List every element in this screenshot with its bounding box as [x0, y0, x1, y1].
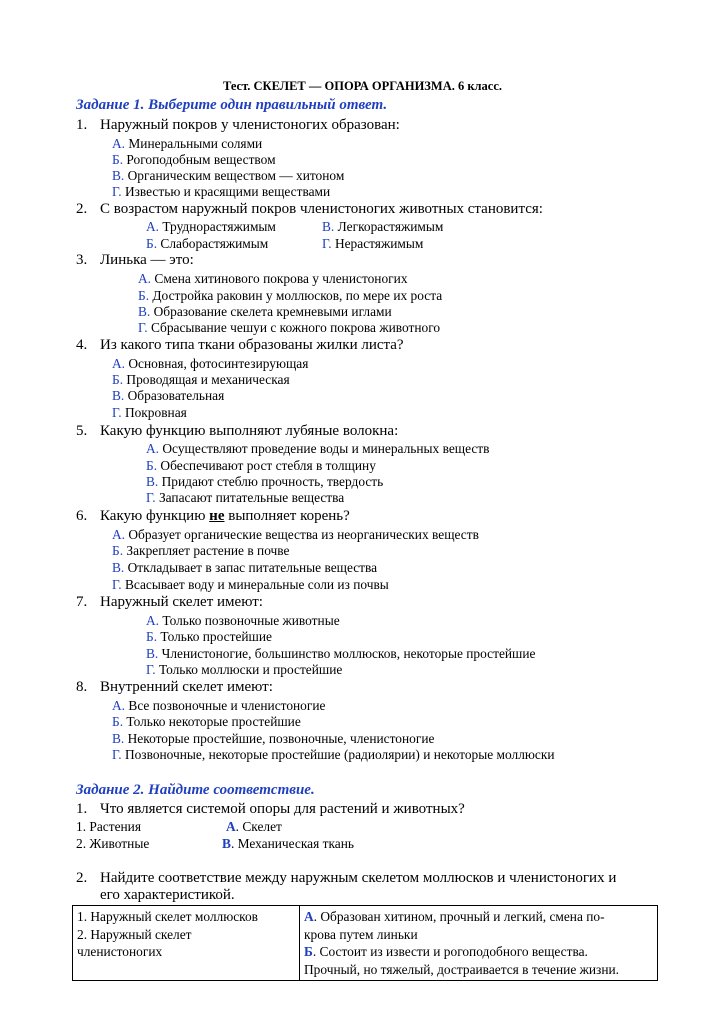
question-number: 2.: [76, 201, 88, 217]
question-number: 6.: [76, 508, 88, 524]
answer-6c: В. Откладывает в запас питательные вещества: [112, 560, 378, 575]
question-text: С возрастом наружный покров членистоногих животных становится:: [100, 201, 543, 217]
answer-2b: Б. Слаборастяжимым: [146, 236, 269, 251]
answer-5c: В. Придают стеблю прочность, твердость: [146, 474, 384, 489]
question-text: Что является системой опоры для растений и животных?: [100, 801, 465, 817]
answer-7b: Б. Только простейшие: [146, 629, 272, 644]
task2-question-2-cont: его характеристикой.: [100, 887, 235, 903]
question-text: Внутренний скелет имеют:: [100, 679, 273, 695]
question-number: 8.: [76, 679, 88, 695]
matching-table: [72, 905, 658, 981]
table-left-cell: 1. Наружный скелет моллюсков 2. Наружный скелет членистоногих: [73, 906, 300, 981]
answer-1d: Г. Известью и красящими веществами: [112, 184, 331, 199]
task2-heading: Задание 2. Найдите соответствие.: [76, 782, 315, 798]
task2-question-1: [76, 801, 465, 818]
task2-question-2: [76, 870, 616, 887]
question-8: [76, 679, 273, 696]
match-right-a: А. Скелет: [226, 819, 282, 834]
question-text: Наружный скелет имеют:: [100, 594, 263, 610]
answer-3b: Б. Достройка раковин у моллюсков, по мере их роста: [138, 288, 443, 303]
answer-1b: Б. Рогоподобным веществом: [112, 152, 276, 167]
answer-4a: А. Основная, фотосинтезирующая: [112, 356, 309, 371]
answer-8d: Г. Позвоночные, некоторые простейшие (радиолярии) и некоторые моллюски: [112, 747, 555, 762]
table-right-cell: А. Образован хитином, прочный и легкий, смена по- крова путем линьки Б. Состоит из извести и рогоподобного вещества. Прочный, но тяжелый, достраивается в течение жизни.: [300, 906, 658, 981]
answer-3c: В. Образование скелета кремневыми иглами: [138, 304, 392, 319]
task1-heading: Задание 1. Выберите один правильный ответ.: [76, 97, 388, 113]
answer-8a: А. Все позвоночные и членистоногие: [112, 698, 326, 713]
question-4: [76, 337, 404, 354]
question-text: Какую функцию выполняют лубяные волокна:: [100, 423, 399, 439]
answer-3d: Г. Сбрасывание чешуи с кожного покрова животного: [138, 320, 441, 335]
question-5: [76, 423, 398, 440]
answer-5a: А. Осуществляют проведение воды и минеральных веществ: [146, 441, 490, 456]
answer-2g: Г. Нерастяжимым: [322, 236, 424, 251]
question-number: 7.: [76, 594, 88, 610]
answer-4d: Г. Покровная: [112, 405, 187, 420]
answer-7c: В. Членистоногие, большинство моллюсков, некоторые простейшие: [146, 646, 536, 661]
answer-4b: Б. Проводящая и механическая: [112, 372, 290, 387]
question-number: 3.: [76, 252, 88, 268]
question-number: 1.: [76, 801, 88, 817]
match-left-1: 1. Растения: [76, 819, 142, 834]
answer-7d: Г. Только моллюски и простейшие: [146, 662, 343, 677]
answer-5b: Б. Обеспечивают рост стебля в толщину: [146, 458, 376, 473]
question-number: 1.: [76, 117, 88, 133]
question-6: 6. Какую функцию не выполняет корень?: [76, 508, 350, 524]
answer-1a: А. Минеральными солями: [112, 136, 263, 151]
answer-7a: А. Только позвоночные животные: [146, 613, 340, 628]
match-right-v: В. Механическая ткань: [222, 836, 355, 851]
question-number: 5.: [76, 423, 88, 439]
question-3: [76, 252, 194, 269]
question-7: [76, 594, 263, 611]
answer-2v: В. Легкорастяжимым: [322, 219, 444, 234]
answer-6b: Б. Закрепляет растение в почве: [112, 543, 290, 558]
question-2: [76, 201, 543, 218]
answer-8b: Б. Только некоторые простейшие: [112, 714, 301, 729]
question-text: Найдите соответствие между наружным скелетом моллюсков и членистоногих и: [100, 870, 617, 886]
question-text: Наружный покров у членистоногих образован:: [100, 117, 400, 133]
answer-2a: А. Труднорастяжимым: [146, 219, 276, 234]
answer-6d: Г. Всасывает воду и минеральные соли из почвы: [112, 577, 389, 592]
question-text: Из какого типа ткани образованы жилки листа?: [100, 337, 404, 353]
question-1: [76, 117, 400, 134]
answer-4c: В. Образовательная: [112, 388, 225, 403]
page-title: Тест. СКЕЛЕТ — ОПОРА ОРГАНИЗМА. 6 класс.: [222, 79, 503, 93]
question-number: 4.: [76, 337, 88, 353]
match-left-2: 2. Животные: [76, 836, 150, 851]
answer-5d: Г. Запасают питательные вещества: [146, 490, 345, 505]
answer-1c: В. Органическим веществом — хитоном: [112, 168, 345, 183]
question-text: Линька — это:: [100, 252, 194, 268]
answer-6a: А. Образует органические вещества из неорганических веществ: [112, 527, 479, 542]
question-number: 2.: [76, 870, 88, 886]
answer-3a: А. Смена хитинового покрова у членистоногих: [138, 271, 408, 286]
negation-word: не: [209, 508, 225, 524]
answer-8c: В. Некоторые простейшие, позвоночные, членистоногие: [112, 731, 435, 746]
